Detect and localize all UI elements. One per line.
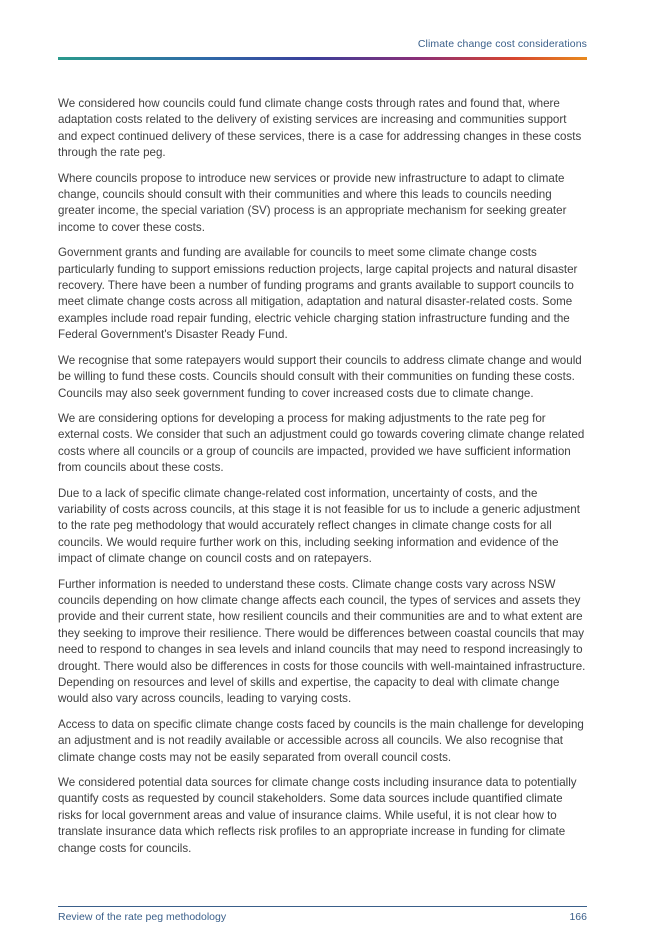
- paragraph: Access to data on specific climate change costs faced by councils is the main challenge for developing an adjustment and is not readily available or accessible across all councils. We also recognise that climate change costs may not be easily separated from overall council costs.: [58, 717, 584, 764]
- paragraph: We recognise that some ratepayers would support their councils to address climate change and would be willing to fund these costs. Councils should consult with their communities on funding these costs. Councils may also seek government funding to cover increased costs due to climate change.: [58, 353, 582, 400]
- footer-document-title: Review of the rate peg methodology: [58, 911, 227, 923]
- paragraph: Government grants and funding are available for councils to meet some climate change costs particularly funding to support emissions reduction projects, large capital projects and natural disaster recovery. There have been a number of funding programs and grants available to support councils to meet climate change costs across all mitigation, adaptation and natural disaster-related costs. Some examples include road repair funding, electric vehicle charging station infrastructure funding and the Federal Government's Disaster Ready Fund.: [58, 246, 578, 342]
- header-gradient-rule: [58, 57, 587, 60]
- body-text: [58, 96, 587, 866]
- paragraph: Due to a lack of specific climate change-related cost information, uncertainty of costs, and the variability of costs across councils, at this stage it is not feasible for us to include a generic adjustment to the rate peg methodology that would accurately reflect changes in climate change costs for all councils. We would require further work on this, including seeking information and evidence of the impact of climate change on council costs and on ratepayers.: [58, 486, 580, 566]
- paragraph: We considered how councils could fund climate change costs through rates and found that, where adaptation costs related to the delivery of existing services are increasing and communities support and expect continued delivery of these services, there is a case for addressing changes in these costs through the rate peg.: [58, 97, 582, 160]
- paragraph: We considered potential data sources for climate change costs including insurance data to potentially quantify costs as requested by council stakeholders. Some data sources include quantified climate risks for local government areas and value of insurance claims. While useful, it is not clear how to translate insurance data which reflects risk profiles to an appropriate increase in funding for climate change costs for councils.: [58, 776, 577, 855]
- running-header-title: Climate change cost considerations: [417, 38, 587, 50]
- paragraph: We are considering options for developing a process for making adjustments to the rate peg for external costs. We consider that such an adjustment could go towards covering climate change related costs where all councils or a group of councils are impacted, provided we have sufficient information from councils about these costs.: [58, 411, 585, 475]
- page-number: 166: [569, 911, 587, 923]
- paragraph: Where councils propose to introduce new services or provide new infrastructure to adapt to climate change, councils should consult with their communities and where this leads to councils needing greater income, the special variation (SV) process is an appropriate mechanism for seeking greater income to cover these costs.: [58, 171, 567, 234]
- footer-rule: [58, 906, 587, 907]
- paragraph: Further information is needed to understand these costs. Climate change costs vary across NSW councils depending on how climate change affects each council, the types of services and assets they provide and their current state, how resilient councils and their communities are and to what extent are they seeking to improve their resilience. There would be differences between coastal councils that may need to respond to changes in sea levels and inland councils that may need to respond increasingly to drought. There would also be differences in costs for those councils with well-maintained infrastructure. Depending on resources and level of skills and expertise, the capacity to deal with climate change would also vary across councils, leading to varying costs.: [58, 577, 586, 706]
